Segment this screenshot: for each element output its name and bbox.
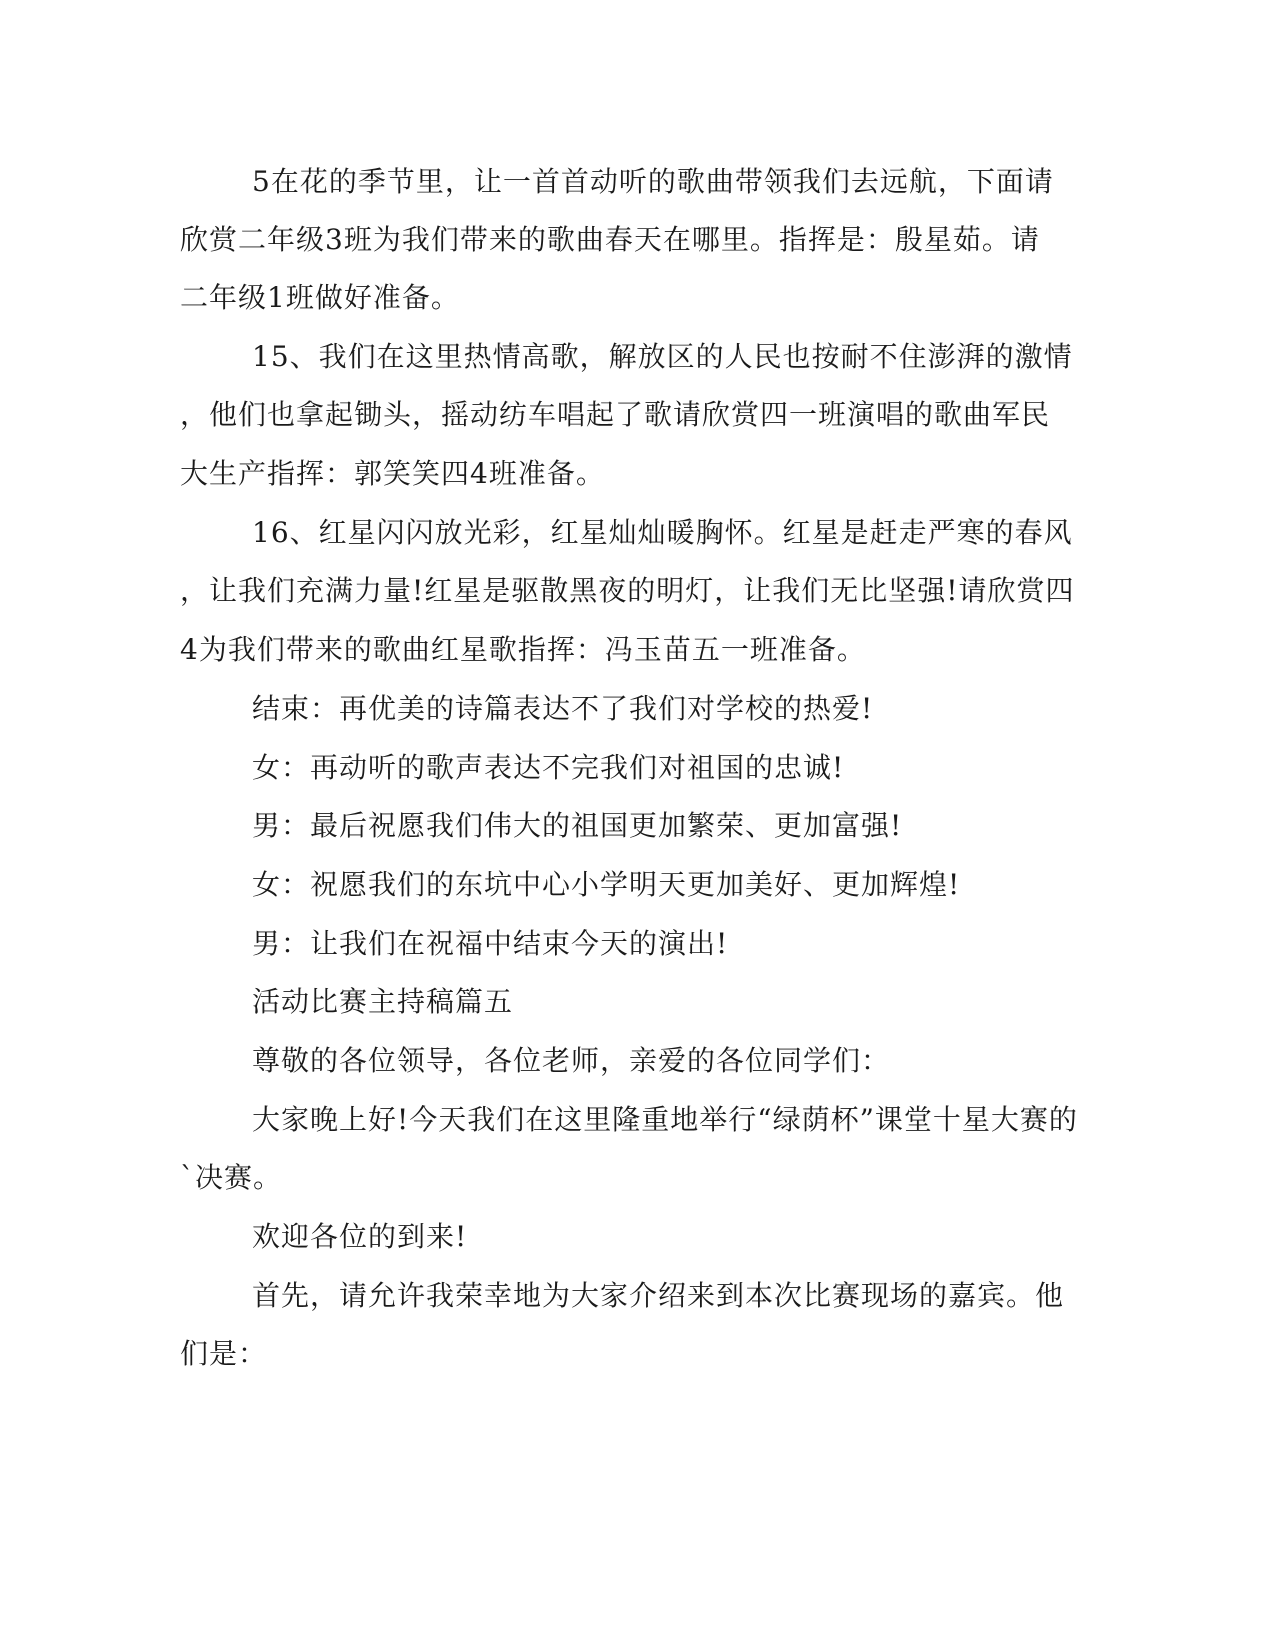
text-line: 欢迎各位的到来! [252, 1220, 468, 1253]
text-line: `决赛。 [180, 1161, 283, 1194]
text-line: 尊敬的各位领导，各位老师，亲爱的各位同学们： [252, 1044, 891, 1077]
text-line: 首先，请允许我荣幸地为大家介绍来到本次比赛现场的嘉宾。他 [252, 1279, 1065, 1312]
text-line: 大生产指挥：郭笑笑四4班准备。 [180, 457, 605, 490]
text-line: 男：最后祝愿我们伟大的祖国更加繁荣、更加富强! [252, 809, 903, 842]
text-line: 女：祝愿我们的东坑中心小学明天更加美好、更加辉煌! [252, 868, 961, 901]
text-line: 16、红星闪闪放光彩，红星灿灿暖胸怀。红星是赶走严寒的春风 [252, 516, 1073, 549]
text-line: ，让我们充满力量!红星是驱散黑夜的明灯，让我们无比坚强!请欣赏四 [180, 574, 1075, 607]
text-line: 5在花的季节里，让一首首动听的歌曲带领我们去远航，下面请 [252, 165, 1054, 198]
text-line: 二年级1班做好准备。 [180, 281, 460, 314]
text-line: 15、我们在这里热情高歌，解放区的人民也按耐不住澎湃的激情 [252, 340, 1073, 373]
section-heading: 活动比赛主持稿篇五 [252, 985, 514, 1018]
text-line: 大家晚上好!今天我们在这里隆重地举行“绿荫杯”课堂十星大赛的 [252, 1103, 1078, 1136]
text-line: 欣赏二年级3班为我们带来的歌曲春天在哪里。指挥是：殷星茹。请 [180, 223, 1040, 256]
text-line: 女：再动听的歌声表达不完我们对祖国的忠诚! [252, 751, 845, 784]
text-line: 们是： [180, 1337, 268, 1370]
text-line: 结束：再优美的诗篇表达不了我们对学校的热爱! [252, 692, 874, 725]
text-line: ，他们也拿起锄头，摇动纺车唱起了歌请欣赏四一班演唱的歌曲军民 [180, 398, 1051, 431]
text-line: 4为我们带来的歌曲红星歌指挥：冯玉苗五一班准备。 [180, 633, 866, 666]
text-line: 男：让我们在祝福中结束今天的演出! [252, 927, 729, 960]
